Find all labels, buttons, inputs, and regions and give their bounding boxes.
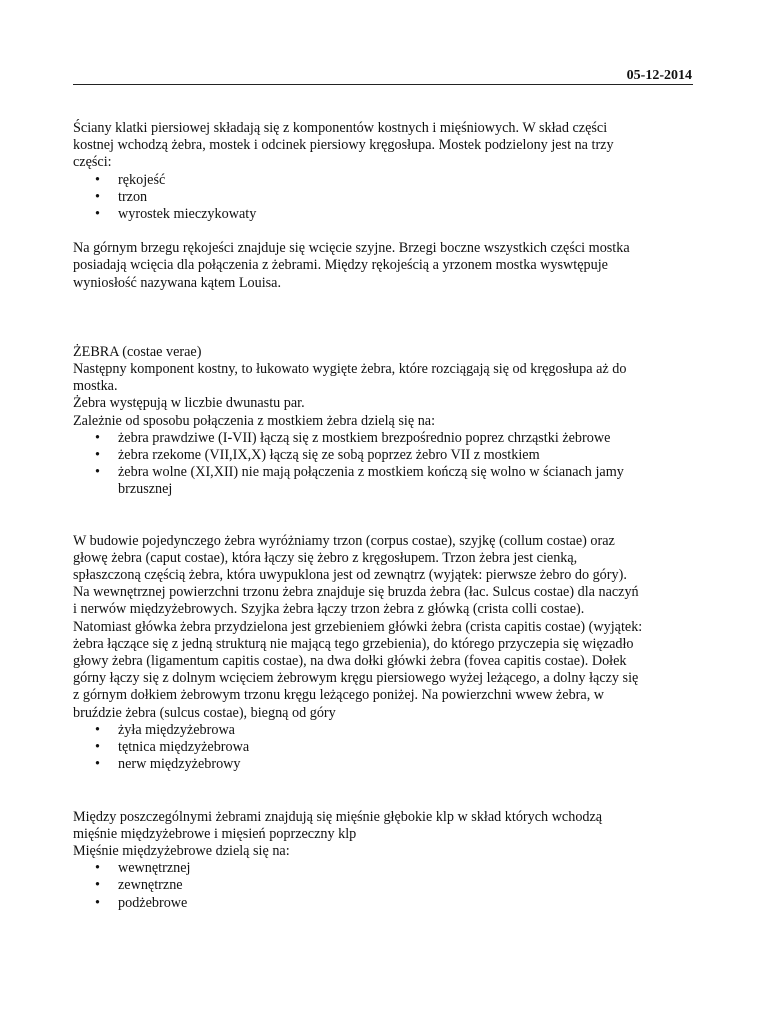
- document-body: [73, 120, 697, 912]
- ribs-section: [73, 344, 697, 430]
- bullet-icon: •: [95, 447, 100, 464]
- list-item: [73, 860, 697, 877]
- text-line: kostnej wchodzą żebra, mostek i odcinek piersiowy kręgosłupa. Mostek podzielony jest na trzy: [73, 137, 614, 154]
- list-item-text: żebra rzekome (VII,IX,X) łączą się ze sobą poprzez żebro VII z mostkiem: [118, 447, 540, 464]
- text-line: górny łączy się z dolnym wcięciem żebrowym kręgu piersiowego wyżej leżącego, a dolny łączy się: [73, 670, 639, 687]
- text-line: Natomiast główka żebra przydzielona jest grzebieniem główki żebra (crista capitis costae) (wyjątek:: [73, 618, 643, 635]
- bullet-icon: •: [95, 464, 100, 481]
- bullet-icon: •: [95, 756, 100, 773]
- muscles-paragraph: [73, 809, 697, 861]
- text-line: Na górnym brzegu rękojeści znajduje się wcięcie szyjne. Brzegi boczne wszystkich części mostka: [73, 240, 630, 257]
- text-line: głowy żebra (ligamentum capitis costae), na dwa dołki główki żebra (fovea capitis costae). Dołek: [73, 653, 627, 670]
- text-line: i nerwów międzyżebrowych. Szyjka żebra łączy trzon żebra z główką (crista colli costae).: [73, 601, 585, 618]
- list-item: [73, 464, 697, 498]
- rib-types-list: [73, 430, 697, 499]
- list-item: [73, 189, 697, 206]
- text-line: Żebra występują w liczbie dwunastu par.: [73, 395, 305, 412]
- list-item-text-continued: brzusznej: [118, 481, 173, 498]
- text-line: Zależnie od sposobu połączenia z mostkiem żebra dzielą się na:: [73, 412, 436, 429]
- text-line: Ściany klatki piersiowej składają się z komponentów kostnych i mięśniowych. W skład części: [73, 120, 608, 136]
- text-line: Mięśnie międzyżebrowe dzielą się na:: [73, 842, 290, 859]
- list-item-text: wyrostek mieczykowaty: [118, 206, 257, 223]
- bullet-icon: •: [95, 894, 100, 911]
- bullet-icon: •: [95, 171, 100, 188]
- intro-paragraph: [73, 120, 697, 172]
- header-rule: [73, 84, 693, 85]
- list-item-text: podżebrowe: [118, 894, 188, 911]
- bullet-icon: •: [95, 721, 100, 738]
- text-line: z górnym dołkiem żebrowym trzonu kręgu leżącego poniżej. Na powierzchni wwew żebra, w: [73, 687, 605, 704]
- text-line: żebra łączące się z jedną strukturą nie mającą tego grzebienia), do którego przyczepia się więzadło: [73, 635, 634, 652]
- section-heading: ŻEBRA (costae verae): [73, 343, 202, 360]
- text-line: Na wewnętrznej powierzchni trzonu żebra znajduje się bruzda żebra (łac. Sulcus costae) dla naczyń: [73, 584, 639, 601]
- list-item: [73, 722, 697, 739]
- text-line: W budowie pojedynczego żebra wyróżniamy trzon (corpus costae), szyjkę (collum costae) oraz: [73, 532, 615, 549]
- intercostal-muscles-list: [73, 860, 697, 912]
- list-item-text: rękojeść: [118, 171, 166, 188]
- text-line: części:: [73, 154, 112, 171]
- text-line: mięśnie międzyżebrowe i mięsień poprzeczny klp: [73, 825, 357, 842]
- bullet-icon: •: [95, 206, 100, 223]
- bullet-icon: •: [95, 429, 100, 446]
- intercostal-structures-list: [73, 722, 697, 774]
- bullet-icon: •: [95, 739, 100, 756]
- list-item-text: tętnica międzyżebrowa: [118, 739, 250, 756]
- list-item-text: żebra prawdziwe (I-VII) łączą się z mostkiem brezpośrednio poprez chrząstki żebrowe: [118, 429, 611, 446]
- list-item: [73, 430, 697, 447]
- text-line: posiadają wcięcia dla połączenia z żebrami. Między rękojeścią a yrzonem mostka wyswtępuje: [73, 257, 608, 274]
- text-line: Następny komponent kostny, to łukowato wygięte żebra, które rozciągają się od kręgosłupa aż do: [73, 361, 627, 378]
- list-item: [73, 877, 697, 894]
- sternum-paragraph: [73, 240, 697, 292]
- sternum-parts-list: [73, 172, 697, 224]
- text-line: głowę żebra (caput costae), która łączy się żebro z kręgosłupem. Trzon żebra jest cienką,: [73, 549, 578, 566]
- list-item: [73, 172, 697, 189]
- bullet-icon: •: [95, 877, 100, 894]
- list-item-text: żebra wolne (XI,XII) nie mają połączenia z mostkiem kończą się wolno w ścianach jamy: [118, 464, 624, 481]
- list-item: [73, 206, 697, 223]
- list-item-text: żyła międzyżebrowa: [118, 721, 235, 738]
- text-line: Między poszczególnymi żebrami znajdują się mięśnie głębokie klp w skład których wchodzą: [73, 808, 603, 825]
- header-date: 05-12-2014: [626, 68, 692, 83]
- text-line: spłaszczoną częścią żebra, która uwypuklona jest od zewnątrz (wyjątek: pierwsze żebro do góry).: [73, 567, 627, 584]
- text-line: bruździe żebra (sulcus costae), biegną od góry: [73, 704, 336, 721]
- list-item-text: nerw międzyżebrowy: [118, 756, 241, 773]
- list-item: [73, 895, 697, 912]
- list-item: [73, 447, 697, 464]
- list-item-text: wewnętrznej: [118, 860, 191, 877]
- list-item: [73, 756, 697, 773]
- rib-structure-paragraph: [73, 533, 697, 722]
- list-item-text: zewnętrzne: [118, 877, 183, 894]
- bullet-icon: •: [95, 188, 100, 205]
- text-line: mostka.: [73, 378, 118, 395]
- list-item-text: trzon: [118, 188, 148, 205]
- list-item: [73, 739, 697, 756]
- text-line: wyniosłość nazywana kątem Louisa.: [73, 274, 282, 291]
- bullet-icon: •: [95, 860, 100, 877]
